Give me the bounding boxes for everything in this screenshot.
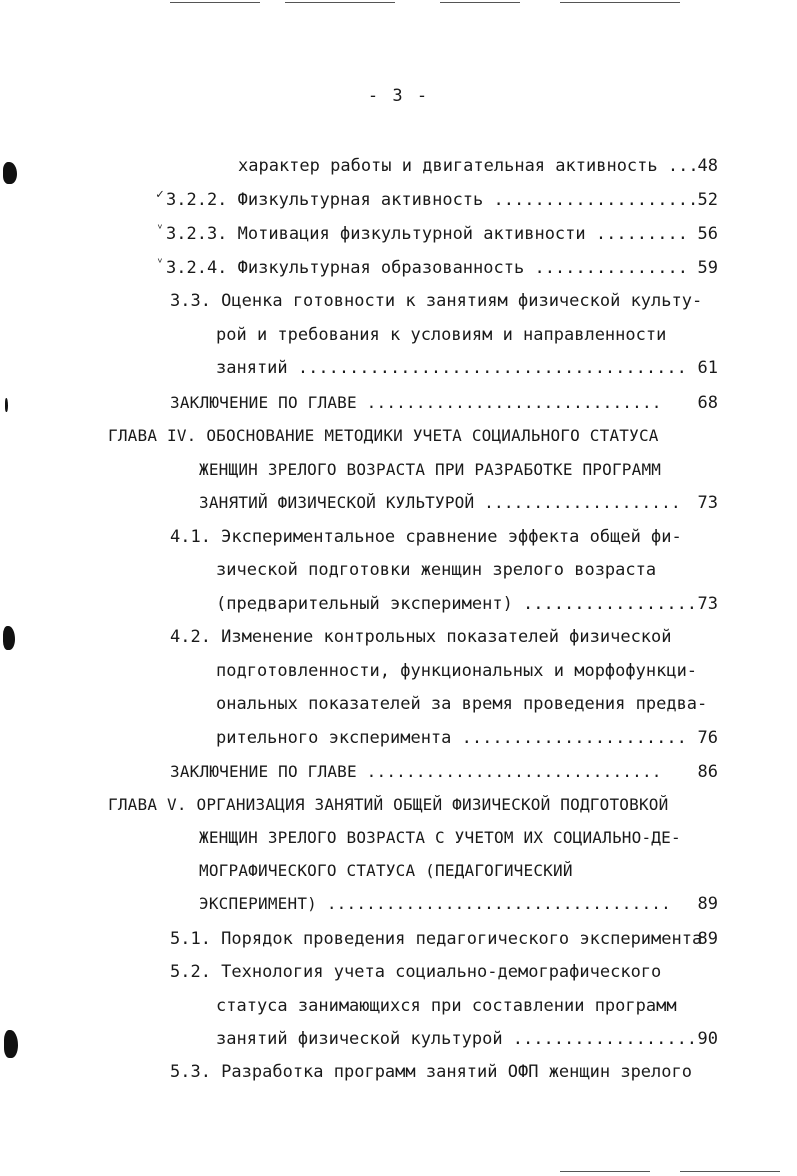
toc-page-number: 52 — [697, 190, 718, 210]
toc-page-number: 76 — [697, 728, 718, 748]
scan-edge-top — [560, 2, 680, 3]
toc-page-number: 73 — [697, 493, 718, 513]
chapter-heading: ГЛАВА IV. ОБОСНОВАНИЕ МЕТОДИКИ УЧЕТА СОЦИАЛЬНОГО СТАТУСА — [108, 426, 659, 445]
toc-line: 3.2.3. Мотивация физкультурной активности ......... — [166, 224, 688, 244]
scan-edge-top — [285, 2, 395, 3]
toc-line: характер работы и двигательная активность ... — [238, 156, 699, 176]
binding-hole-mark — [3, 162, 17, 184]
chapter-heading: ГЛАВА V. ОРГАНИЗАЦИЯ ЗАНЯТИЙ ОБЩЕЙ ФИЗИЧЕСКОЙ ПОДГОТОВКОЙ — [108, 795, 669, 814]
scan-edge-bottom — [680, 1171, 780, 1172]
toc-page-number: 61 — [697, 358, 718, 378]
toc-line: ЗАКЛЮЧЕНИЕ ПО ГЛАВЕ .............................. — [170, 762, 662, 781]
toc-line: рой и требования к условиям и направленности — [216, 325, 667, 345]
toc-line: ЗАКЛЮЧЕНИЕ ПО ГЛАВЕ .............................. — [170, 393, 662, 412]
toc-line: ЭКСПЕРИМЕНТ) ................................... — [199, 894, 671, 913]
binding-hole-mark — [4, 1030, 18, 1058]
toc-line: (предварительный эксперимент) ................. — [216, 594, 698, 614]
toc-line: 4.2. Изменение контрольных показателей физической — [170, 627, 672, 647]
toc-line: занятий ...................................... — [216, 358, 687, 378]
toc-line: 5.1. Порядок проведения педагогического эксперимента — [170, 929, 703, 949]
toc-page-number: 73 — [697, 594, 718, 614]
toc-page-number: 89 — [697, 894, 718, 914]
toc-line: 4.1. Экспериментальное сравнение эффекта общей фи- — [170, 527, 682, 547]
toc-line: статуса занимающихся при составлении программ — [216, 996, 677, 1016]
toc-line: ональных показателей за время проведения предва- — [216, 694, 708, 714]
check-mark: ✓ — [156, 187, 164, 202]
check-mark: ᵛ — [156, 256, 164, 271]
toc-line: ЗАНЯТИЙ ФИЗИЧЕСКОЙ КУЛЬТУРОЙ .................... — [199, 493, 681, 512]
toc-page-number: 68 — [697, 393, 718, 413]
scan-edge-top — [170, 2, 260, 3]
toc-page-number: 56 — [697, 224, 718, 244]
toc-line: 3.2.2. Физкультурная активность .................... — [166, 190, 699, 210]
scan-edge-bottom — [560, 1171, 650, 1172]
toc-line: 3.3. Оценка готовности к занятиям физической культу- — [170, 291, 703, 311]
toc-line: 3.2.4. Физкультурная образованность ............... — [166, 258, 688, 278]
toc-page-number: 48 — [697, 156, 718, 176]
toc-line: рительного эксперимента ...................... — [216, 728, 687, 748]
toc-line: МОГРАФИЧЕСКОГО СТАТУСА (ПЕДАГОГИЧЕСКИЙ — [199, 861, 573, 880]
toc-line: ЖЕНЩИН ЗРЕЛОГО ВОЗРАСТА С УЧЕТОМ ИХ СОЦИАЛЬНО-ДЕ- — [199, 828, 681, 847]
check-mark: ᵛ — [156, 222, 164, 237]
toc-line: подготовленности, функциональных и морфофункци- — [216, 661, 698, 681]
toc-line: 5.2. Технология учета социально-демографического — [170, 962, 662, 982]
toc-page-number: 90 — [697, 1029, 718, 1049]
toc-line: 5.3. Разработка программ занятий ОФП женщин зрелого — [170, 1062, 692, 1082]
toc-page-number: 89 — [697, 929, 718, 949]
toc-page-number: 86 — [697, 762, 718, 782]
scan-edge-top — [440, 2, 520, 3]
toc-line: занятий физической культурой .................. — [216, 1029, 698, 1049]
binding-hole-mark — [5, 398, 8, 412]
toc-page-number: 59 — [697, 258, 718, 278]
binding-hole-mark — [3, 626, 15, 650]
toc-line: зической подготовки женщин зрелого возраста — [216, 560, 657, 580]
toc-line: ЖЕНЩИН ЗРЕЛОГО ВОЗРАСТА ПРИ РАЗРАБОТКЕ ПРОГРАММ — [199, 460, 662, 479]
page-number: - 3 - — [367, 86, 430, 106]
